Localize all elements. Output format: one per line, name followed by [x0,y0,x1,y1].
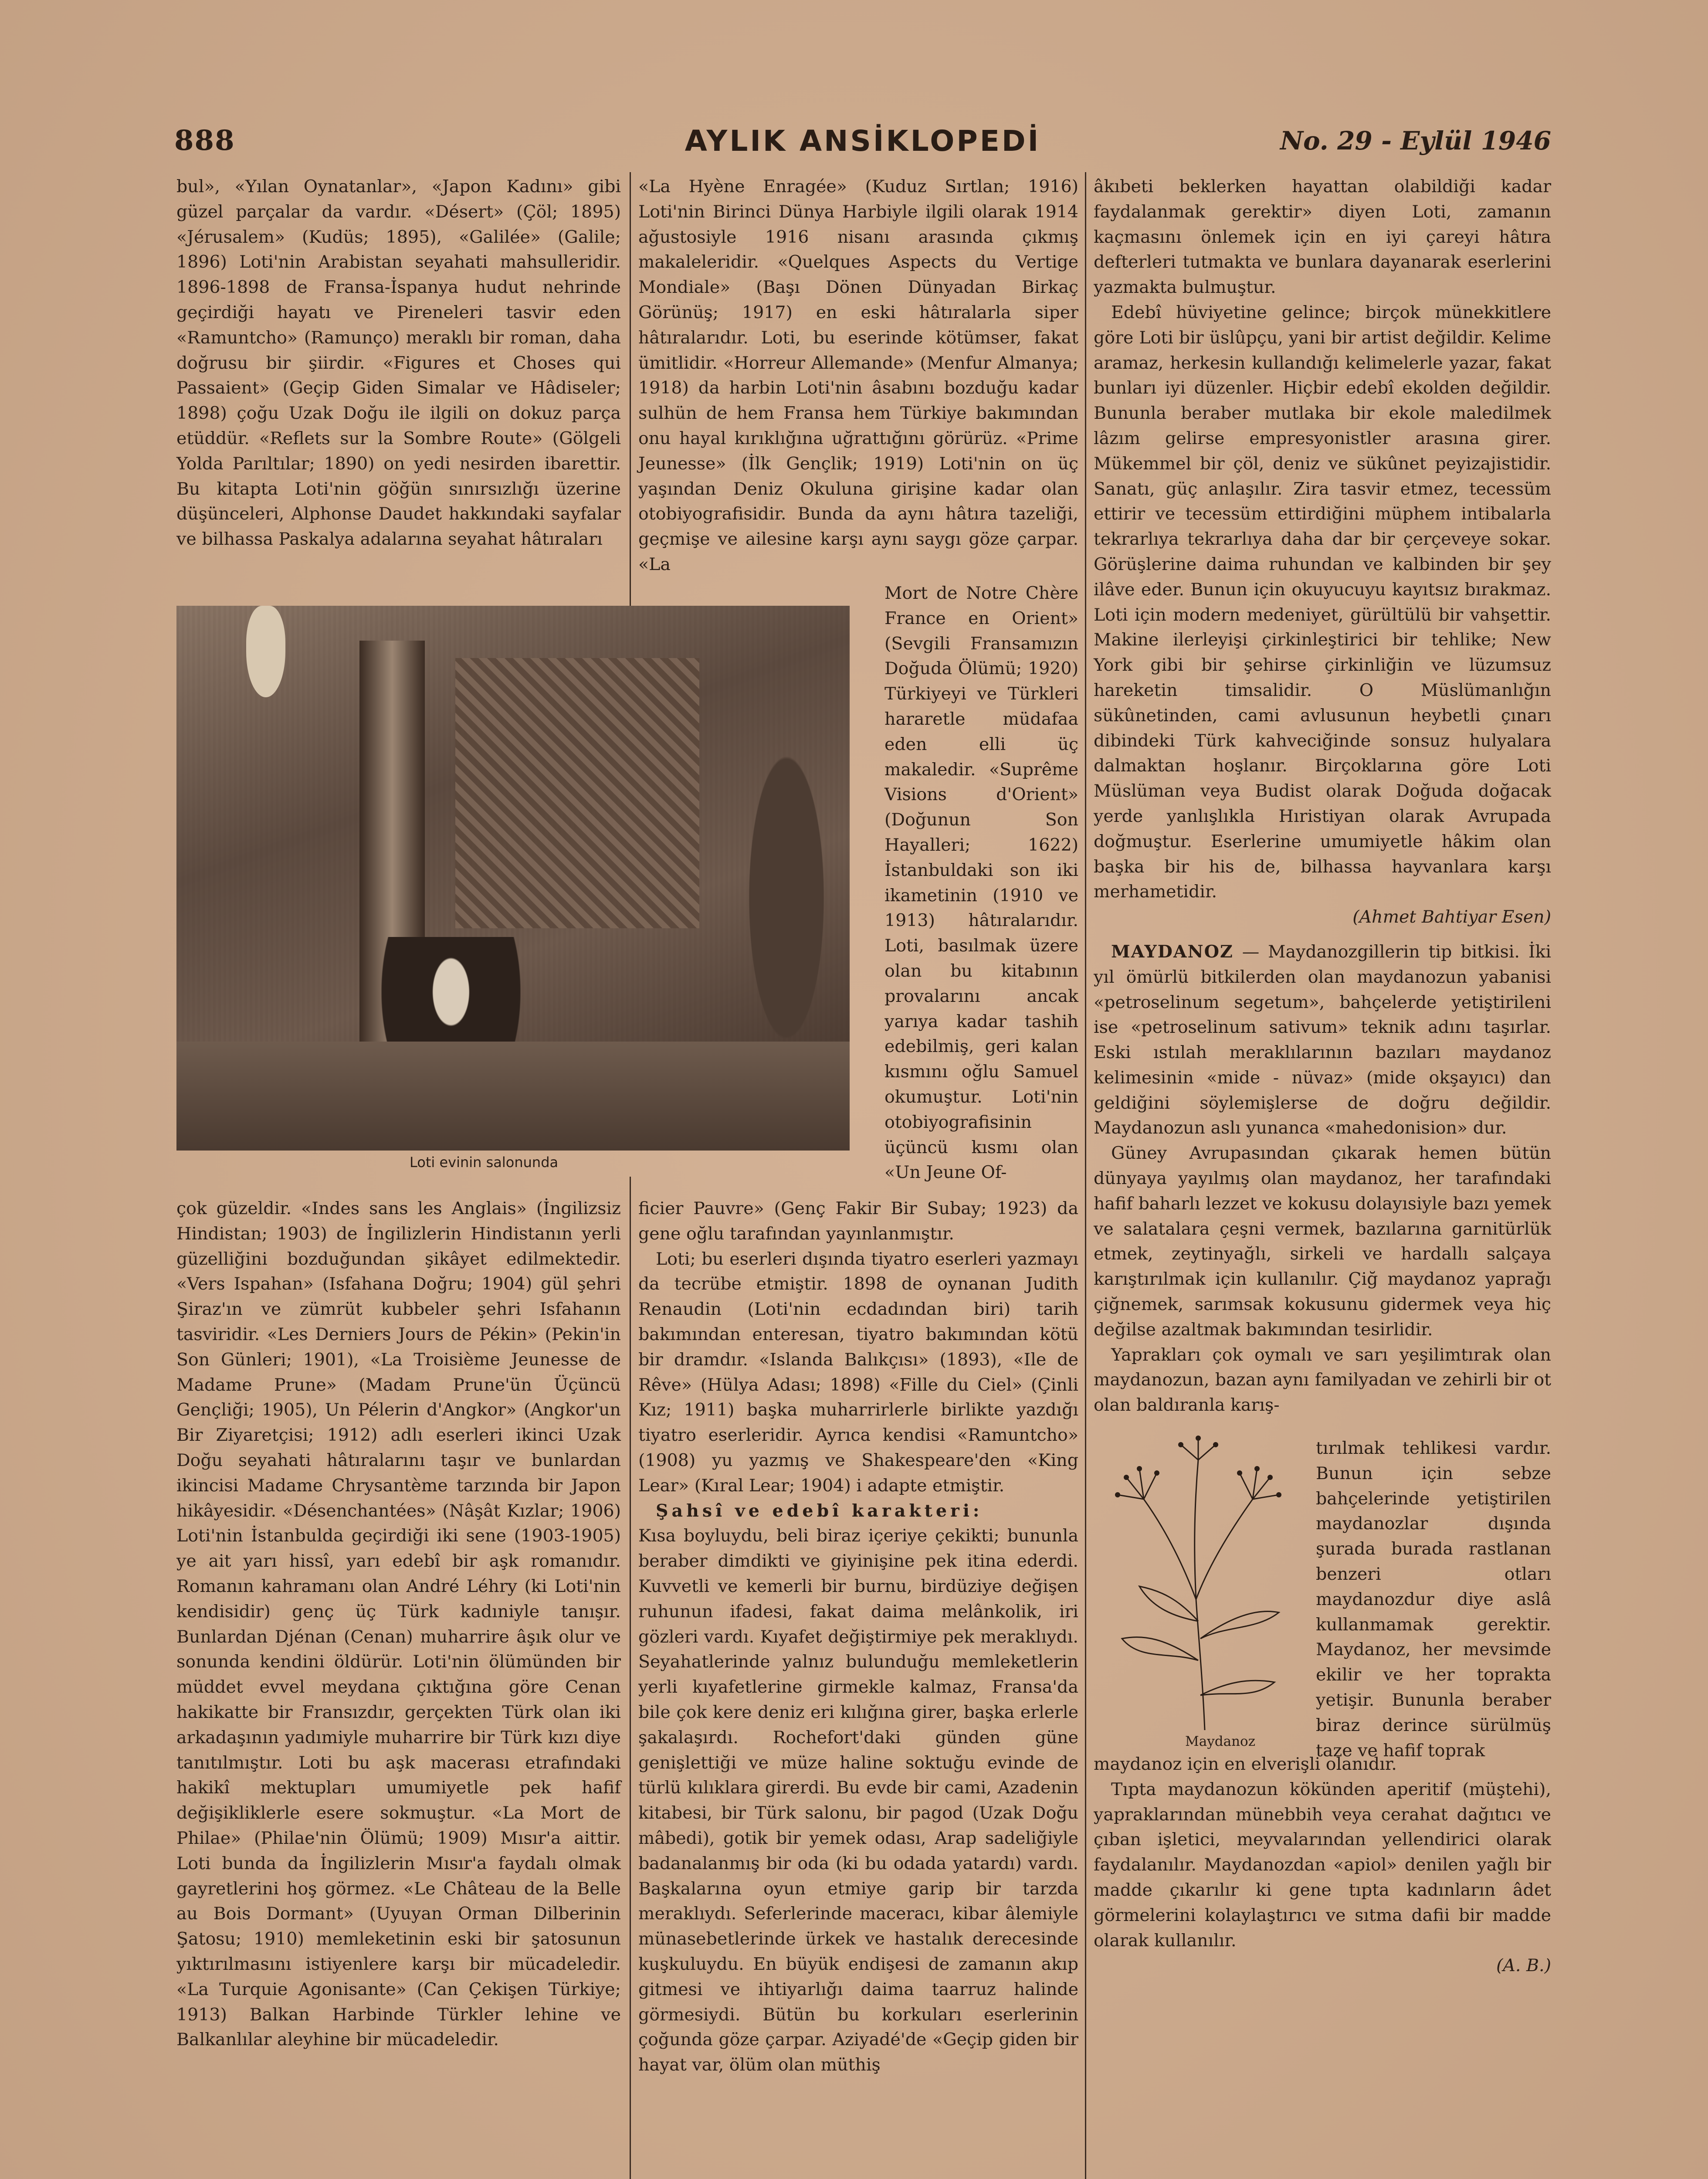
author-initials: (A. B.) [1496,1955,1551,1976]
col3-text [1094,174,1551,1415]
running-head [174,124,1551,172]
paragraph: çok güzeldir. «Indes sans les Anglais» (İngilizsiz Hindistan; 1903) de İngilizlerin Hindistanın yerli güzelliğini bozduğundan şikâyet edilmektedir. «Vers Ispahan» (Isfahana Doğru; 1904) gül şehri Şiraz'ın ve zümrüt kubbeler şehri Isfahanın tasviridir. «Les Derniers Jours de Pékin» (Pekin'in Son Günleri; 1901), «La Troisième Jeunesse de Madame Prune» (Madam Prune'ün Üçüncü Gençliği; 1905), Un Pélerin d'Angkor» (Angkor'un Bir Ziyaretçisi; 1912) adlı eserleri ikinci Uzak Doğu seyahati hâtıralarını taşır ve bunlardan ikincisi Madame Chrysantème tarzında bir Japon hikâyesidir. «Désenchantées» (Nâşât Kızlar; 1906) Loti'nin İstanbulda geçirdiği iki sene (1903-1905) ye ait yarı hissî, yarı edebî bir aşk romanıdır. Romanın kahramanı olan André Léhry (ki Loti'nin kendisidir) genç üç Türk kadıniyle tanışır. Bunlardan Djénan (Cenan) muharrire âşık olur ve sonunda kendini öldürür. Loti'nin ölümünden bir müddet evvel meydana çıktığına göre Cenan hakikatte bir Fransızdır, gerçekten Türk olan iki arkadaşının yadımiyle muharrire bir Türk kızı diye tanıtılmıştır. Loti bu aşk macerası etrafındaki hakikî mektupları umumiyetle pek hafif değişikliklerle esere sokmuştur. «La Mort de Philae» (Philae'nin Ölümü; 1909) Mısır'a aittir. Loti bunda da İngilizlerin Mısır'a faydalı olmak gayretlerini hoş görmez. «Le Château de la Belle au Bois Dormant» (Uyuyan Orman Dilberinin Şatosu; 1910) memleketinin eski bir şatosunun yıktırılmasını istiyenlere karşı bir mücadeledir. «La Turquie Agonisante» (Can Çekişen Türkiye; 1913) Balkan Harbinde Türkler lehine ve Balkanlılar aleyhine bir mücadeledir. [176,1198,621,2050]
section-heading: Şahsî ve edebî karakteri: [656,1500,983,1521]
issue-info: No. 29 - Eylül 1946 [1280,126,1551,156]
col1-bottom-text [176,1196,621,2179]
col3-bottom-text [1094,1752,1551,2179]
paragraph: Mort de Notre Chère France en Orient» (Sevgili Fransamızın Doğuda Ölümü; 1920) Türkiyeyi ve Türkleri hararetle müdafaa eden elli üç makaledir. «Suprême Visions d'Orient» (Doğunun Son Hayalleri; 1622) İstanbuldaki son iki ikametinin (1910 ve 1913) hâtıralarıdır. Loti, basılmak üzere olan bu kitabının provalarını ancak yarıya kadar tashih edebilmiş, geri kalan kısmını oğlu Samuel okumuştur. Loti'nin otobiyografisinin üçüncü kısmı olan «Un Jeune Of- [884,583,1078,1183]
paragraph: Edebî hüviyetine gelince; birçok münekkitlere göre Loti bir üslûpçu, yani bir artist değildir. Kelime aramaz, herkesin kullandığı kelimelerle yazar, fakat bunları iyi düzenler. Hiçbir edebî ekolden değildir. Bununla beraber mutlaka bir ekole maledilmek lâzım gelirse empresyonistler arasına girer. Mükemmel bir çöl, deniz ve sükûnet peyizajistidir. Sanatı, güç anlaşılır. Zira tasvir etmez, tecessüm ettirir ve tecessüm ettirdiğini müphem intibalarla tekrarlıya tekrarlıya daha dar bir çerçeveye sokar. Görüşlerine daima ruhundan ve kalbinden bir şey ilâve eder. Bunun için okuyucuyu kayıtsız bırakmaz. Loti için modern medeniyet, gürültülü bir vahşettir. Makine ilerleyişi çirkinleştirici bir tehlike; New York gibi bir şehirse çirkinliğin ve lüzumsuz hareketin timsalidir. O Müslümanlığın sükûnetinden, cami avlusunun heybetli çınarı dibindeki Türk kahveciğinde sonsuz hulyalara dalmaktan hoşlanır. Birçoklarına göre Loti Müslüman veya Budist olarak Doğuda doğacak yerde yanlışlıkla Hıristiyan olarak Avrupada doğmuştur. Eserlerine umumiyetle hâkim olan başka bir his de, bilhassa hayvanlara karşı merhametidir. [1094,302,1551,902]
photo-plant [734,702,839,1094]
paragraph: Loti; bu eserleri dışında tiyatro eserleri yazmayı da tecrübe etmiştir. 1898 de oynanan Judith Renaudin (Loti'nin ecdadından biri) tarih bakımından enteresan, tiyatro bakımından kötü bir dramdır. «Islanda Balıkçısı» (1893), «Ile de Rêve» (Hülya Adası; 1898) «Fille du Ciel» (Çinli Kız; 1911) başka muharrirlerle birlikte yazdığı tiyatro eserleridir. Ayrıca kendisi «Ramuntcho» (1908) yu yazmış ve Shakespeare'den «King Lear» (Kıral Lear; 1904) i adapte etmiştir. [638,1249,1078,1496]
paragraph: tırılmak tehlikesi vardır. Bunun için sebze bahçelerinde yetiştirilen maydanozlar dışında şurada burada rastlanan benzeri otları maydanozdur diye aslâ kullanmamak gerektir. Maydanoz, her mevsimde ekilir ve her toprakta yetişir. Bununla beraber biraz derince sürülmüş taze ve hafif toprak [1316,1438,1551,1761]
paragraph: «La Hyène Enragée» (Kuduz Sırtlan; 1916) Loti'nin Birinci Dünya Harbiyle ilgili olarak 1914 ağustosiyle 1916 nisanı arasında çıkmış makaleleridir. «Quelques Aspects du Vertige Mondiale» (Başı Dönen Dünyadan Birkaç Görünüş; 1917) en eski hâtıralarla siper hâtıralarıdır. Loti, bu eserinde kötümser, fakat ümitlidir. «Horreur Allemande» (Menfur Almanya; 1918) da harbin Loti'nin âsabını bozduğu kadar sulhün de hem Fransa hem Türkiye bakımından onu hayal kırıklığına uğrattığını görürüz. «Prime Jeunesse» (İlk Gençlik; 1919) Loti'nin on üç yaşından Deniz Okuluna girişine kadar olan otobiyografisidir. Bunda da aynı hâtıra tazeliği, geçmişe ve ailesine karşı aynı saygı göze çarpar. «La [638,176,1078,574]
paragraph: Kısa boyluydu, beli biraz içeriye çekikti; bununla beraber dimdikti ve giyinişine pek itina ederdi. Kuvvetli ve kemerli bir burnu, birdüziye değişen ruhunun ifadesi, fakat daima melânkolik, iri gözleri vardı. Kıyafet değiştirmiye pek meraklıydı. Seyahatlerinde yalnız bulunduğu memleketlerin yerli kıyafetlerine girmekle kalmaz, Fransa'da bile çok kere deniz eri kılığına girer, başka erlerle şakalaşırdı. Rochefort'daki günden güne genişlettiği ve müze haline soktuğu evinde de türlü kılıklara girerdi. Bu evde bir cami, Azadenin kitabesi, bir Türk salonu, bir pagod (Uzak Doğu mâbedi), gotik bir yemek odası, Arap sadeliğiyle badanalanmış bir oda (ki bu odada yatardı) vardı. Başkalarına oyun etmiye garip bir tarzda meraklıydı. Seferlerinde maceracı, kibar âlemiyle münasebetlerinde ürkek ve hastalık derecesinde kuşkuluydu. En büyük endişesi de zamanın akıp gitmesi ve ihtiyarlığı daima taarruz halinde görmesiydi. Bütün bu korkuları eserlerinin çoğunda göze çarpar. Aziyadé'de «Geçip giden bir hayat var, ölüm olan müthiş [638,1526,1078,2075]
photo-caption: Loti evinin salonunda [410,1154,559,1171]
journal-title: AYLIK ANSİKLOPEDİ [685,124,1041,158]
salon-photo [176,606,850,1151]
page-number: 888 [174,124,235,157]
paragraph: Güney Avrupasından çıkarak hemen bütün dünyaya yayılmış olan maydanoz, her tarafındaki hafif baharlı lezzet ve kokusu dolayısiyle bazı yemek ve salatalara çeşni vermek, bazılarına garnitürlük etmek, zeytinyağlı, sirkeli ve hardallı salçaya karıştırılmak için kullanılır. Çiğ maydanoz yaprağı çiğnemek, sarımsak kokusunu gidermek veya hiç değilse azaltmak bakımından tesirlidir. [1094,1143,1551,1340]
col2-top-text [638,174,1078,580]
author-signature: (Ahmet Bahtiyar Esen) [1352,907,1551,927]
entry-title: MAYDANOZ [1111,941,1234,962]
parsley-illustration [1105,1434,1296,1730]
column-rule-right [1085,172,1086,2179]
entry-text: — Maydanozgillerin tip bitkisi. İki yıl ömürlü bitkilerden olan maydanozun yabanisi «petroselinum segetum», bahçelerde yetiştirileni ise «petroselinum sativum» teknik adını taşırlar. Eski ıstılah meraklılarının bazıları maydanoz kelimesinin «mide - nüvaz» (mide okşayıcı) dan geldiğini söylemişlerse de doğru değildir. Maydanozun aslı yunanca «mahedonision» dur. [1094,941,1551,1138]
paragraph: Yaprakları çok oymalı ve sarı yeşilimtırak olan maydanozun, bazan aynı familyadan ve zehirli bir ot olan baldıranla karış- [1094,1344,1551,1415]
paragraph: bul», «Yılan Oynatanlar», «Japon Kadını» gibi güzel parçalar da vardır. «Désert» (Çöl; 1895) «Jérusalem» (Kudüs; 1895), «Galilée» (Galile; 1896) Loti'nin Arabistan seyahati mahsulleridir. 1896-1898 de Fransa-İspanya hudut nehrinde geçirdiği hayatı ve Pireneleri tasvir eden «Ramuntcho» (Ramunço) meraklı bir roman, daha doğrusu bir şiirdir. «Figures et Choses qui Passaient» (Geçip Giden Simalar ve Hâdiseler; 1898) çoğu Uzak Doğu ile ilgili on dokuz parça etüddür. «Reflets sur la Sombre Route» (Gölgeli Yolda Parıltılar; 1890) on yedi nesirden ibarettir. Bu kitapta Loti'nin göğün sınırsızlığı üzerine düşünceleri, Alphonse Daudet hakkındaki sayfalar ve bilhassa Paskalya adalarına seyahat hâtıraları [176,176,621,550]
paragraph: âkıbeti beklerken hayattan olabildiği kadar faydalanmak gerektir» diyen Loti, zamanın kaçmasını önlemek için en iyi çareyi hâtıra defterleri tutmakta ve bunlara dayanarak eserlerini yazmakta bulmuştur. [1094,176,1551,298]
photo-carpet-panel [455,658,699,928]
paragraph: ficier Pauvre» (Genç Fakir Bir Subay; 1923) da gene oğlu tarafından yayınlanmıştır. [638,1198,1078,1244]
paragraph: maydanoz için en elverişli olanıdır. [1094,1754,1397,1774]
column-rule-left-lower [630,1177,631,2179]
col1-top-text [176,174,621,610]
parsley-drawing [1105,1434,1296,1730]
photo-lamp [246,606,285,697]
paragraph: Tıpta maydanozun kökünden aperitif (müştehi), yapraklarından münebbih veya cerahat dağıtıcı ve çıban işletici, meyvalarından yellendirici olarak faydalanılır. Maydanozdan «apiol» denilen yağlı bir madde çıkarılır ki gene tıpta kadınların âdet görmelerini kolaylaştırıcı ve sıtma dafii bir madde olarak kullanılır. [1094,1779,1551,1951]
parsley-caption: Maydanoz [1185,1734,1256,1749]
col3-narrow-text [1316,1436,1551,1761]
column-rule-left [630,172,631,608]
col2-bottom-text [638,1196,1078,2179]
col2-narrow-text [884,581,1078,1187]
